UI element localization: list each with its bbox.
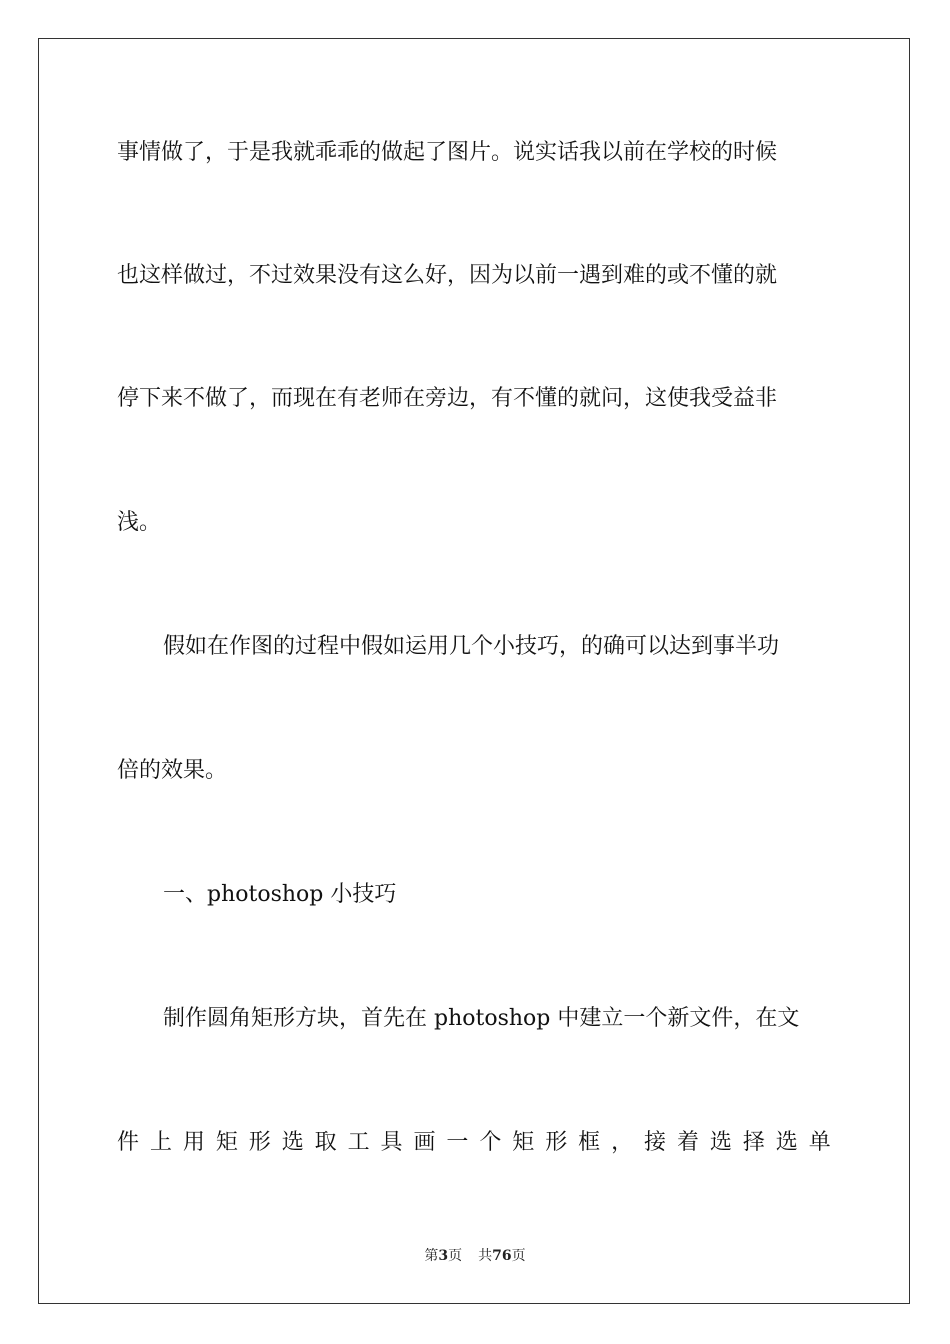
footer-current-page: 3 bbox=[438, 1248, 449, 1264]
spaced-char: ， bbox=[611, 1130, 634, 1155]
spaced-char: 具 bbox=[380, 1130, 403, 1155]
text-line-5: 假如在作图的过程中假如运用几个小技巧，的确可以达到事半功 bbox=[163, 634, 780, 659]
spaced-char: 着 bbox=[676, 1130, 699, 1155]
text-line-3: 停下来不做了，而现在有老师在旁边，有不懂的就问，这使我受益非 bbox=[117, 386, 778, 411]
page-border bbox=[38, 38, 910, 1304]
text-line-9-spaced bbox=[117, 1128, 831, 1158]
spaced-char: 选 bbox=[281, 1130, 304, 1155]
spaced-char: 矩 bbox=[215, 1130, 238, 1155]
spaced-char: 画 bbox=[413, 1130, 436, 1155]
footer-total-suffix: 页 bbox=[511, 1248, 526, 1264]
footer-total-prefix: 共 bbox=[478, 1248, 493, 1264]
spaced-char: 接 bbox=[644, 1130, 667, 1155]
page-footer bbox=[0, 1246, 950, 1266]
spaced-char: 个 bbox=[479, 1130, 502, 1155]
spaced-char: 框 bbox=[578, 1130, 601, 1155]
spaced-char: 择 bbox=[742, 1130, 765, 1155]
spaced-char: 取 bbox=[314, 1130, 337, 1155]
footer-page-suffix: 页 bbox=[448, 1248, 463, 1264]
spaced-char: 矩 bbox=[512, 1130, 535, 1155]
spaced-char: 件 bbox=[117, 1130, 140, 1155]
spaced-char: 工 bbox=[347, 1130, 370, 1155]
footer-prefix: 第 bbox=[424, 1248, 439, 1264]
footer-total-pages: 76 bbox=[492, 1248, 512, 1264]
spaced-char: 选 bbox=[775, 1130, 798, 1155]
spaced-char: 形 bbox=[545, 1130, 568, 1155]
text-line-2: 也这样做过，不过效果没有这么好，因为以前一遇到难的或不懂的就 bbox=[117, 263, 778, 288]
text-line-4: 浅。 bbox=[117, 510, 162, 535]
spaced-char: 选 bbox=[709, 1130, 732, 1155]
section-heading: 一、photoshop 小技巧 bbox=[163, 882, 397, 907]
spaced-char: 单 bbox=[808, 1130, 831, 1155]
spaced-char: 形 bbox=[248, 1130, 271, 1155]
spaced-char: 用 bbox=[182, 1130, 205, 1155]
spaced-char: 上 bbox=[149, 1130, 172, 1155]
text-line-6: 倍的效果。 bbox=[117, 758, 228, 783]
text-line-1: 事情做了，于是我就乖乖的做起了图片。说实话我以前在学校的时候 bbox=[117, 140, 778, 165]
text-line-8: 制作圆角矩形方块，首先在 photoshop 中建立一个新文件，在文 bbox=[163, 1006, 800, 1031]
spaced-char: 一 bbox=[446, 1130, 469, 1155]
